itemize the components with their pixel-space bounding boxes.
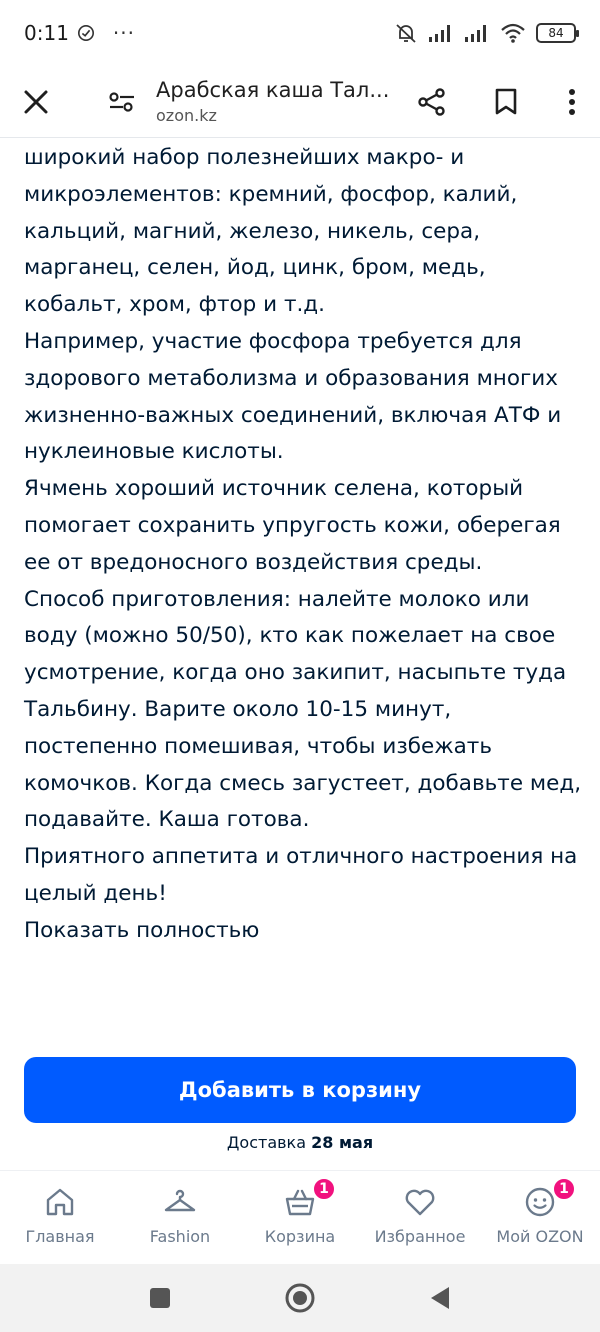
signal-icon-1 xyxy=(428,23,454,43)
page-url: ozon.kz xyxy=(156,106,217,125)
description-paragraph: Ячмень хороший источник селена, который помогает сохранить упругость кожи, оберегая ее от вредоносного воздействия среды. xyxy=(24,476,561,575)
add-to-cart-button[interactable]: Добавить в корзину xyxy=(24,1057,576,1123)
nav-item-home[interactable] xyxy=(0,1171,120,1263)
check-circle-icon xyxy=(77,24,95,42)
home-icon xyxy=(43,1185,77,1219)
description-paragraph: Способ приготовления: налейте молоко или воду (можно 50/50), кто как пожелает на свое усмотрение, когда оно закипит, насыпьте туда Тальбину. Варите около 10-15 минут, постепенно помешивая, чтобы избежать комочков. Когда смесь загустеет, добавьте мед, подавайте. Каша готова. xyxy=(24,586,582,833)
status-more-dots: ··· xyxy=(112,21,135,45)
battery-level: 84 xyxy=(548,26,564,40)
nav-label: Мой OZON xyxy=(496,1227,584,1246)
status-time: 0:11 xyxy=(24,21,69,45)
nav-item-fashion[interactable] xyxy=(120,1171,240,1263)
description-paragraph: Например, участие фосфора требуется для здорового метаболизма и образования многих жизненно-важных соединений, включая АТФ и нуклеиновые кислоты. xyxy=(24,328,562,465)
bottom-navigation xyxy=(0,1170,600,1262)
close-icon xyxy=(23,89,49,115)
description-paragraph: Приятного аппетита и отличного настроения на целый день! xyxy=(24,844,578,906)
heart-icon xyxy=(403,1185,437,1219)
status-bar xyxy=(0,0,600,66)
nav-item-cart[interactable] xyxy=(240,1171,360,1263)
hanger-icon xyxy=(163,1185,197,1219)
home-system-button[interactable] xyxy=(280,1278,320,1318)
profile-badge: 1 xyxy=(552,1177,576,1201)
nav-label: Корзина xyxy=(264,1227,336,1246)
show-all-link[interactable]: Показать полностью xyxy=(24,917,260,943)
tune-icon xyxy=(108,90,136,114)
description-paragraph: широкий набор полезнейших макро- и микроэлементов: кремний, фосфор, калий, кальций, магний, железо, никель, сера, марганец, селен, йод, цинк, бром, медь, кобальт, хром, фтор и т.д. xyxy=(24,145,518,318)
delivery-info xyxy=(0,1133,600,1152)
wifi-icon xyxy=(500,22,526,44)
nav-label: Fashion xyxy=(149,1227,211,1246)
circle-home-icon xyxy=(284,1282,316,1314)
more-vertical-icon xyxy=(568,88,576,116)
close-button[interactable] xyxy=(12,78,60,126)
page-title-block xyxy=(156,78,406,125)
bell-off-icon xyxy=(394,21,418,45)
delivery-date: 28 мая xyxy=(311,1133,374,1152)
battery-indicator xyxy=(536,23,576,43)
system-navigation-bar xyxy=(0,1264,600,1332)
nav-item-my-ozon[interactable] xyxy=(480,1171,600,1263)
back-system-button[interactable] xyxy=(420,1278,460,1318)
nav-label: Избранное xyxy=(374,1227,466,1246)
nav-item-favorites[interactable] xyxy=(360,1171,480,1263)
status-indicators xyxy=(394,21,576,45)
square-icon xyxy=(148,1286,172,1310)
nav-label: Главная xyxy=(25,1227,95,1246)
share-icon xyxy=(417,87,447,117)
cart-badge: 1 xyxy=(312,1177,336,1201)
bookmark-icon xyxy=(494,88,518,116)
share-button[interactable] xyxy=(408,78,456,126)
recent-apps-button[interactable] xyxy=(140,1278,180,1318)
page-title: Арабская каша Тал... xyxy=(156,78,390,102)
more-options-button[interactable] xyxy=(548,78,596,126)
delivery-prefix: Доставка xyxy=(226,1133,307,1152)
bookmark-button[interactable] xyxy=(482,78,530,126)
signal-icon-2 xyxy=(464,23,490,43)
product-description xyxy=(24,140,584,950)
site-settings-button[interactable] xyxy=(98,78,146,126)
browser-top-bar xyxy=(0,66,600,138)
back-triangle-icon xyxy=(428,1285,452,1311)
